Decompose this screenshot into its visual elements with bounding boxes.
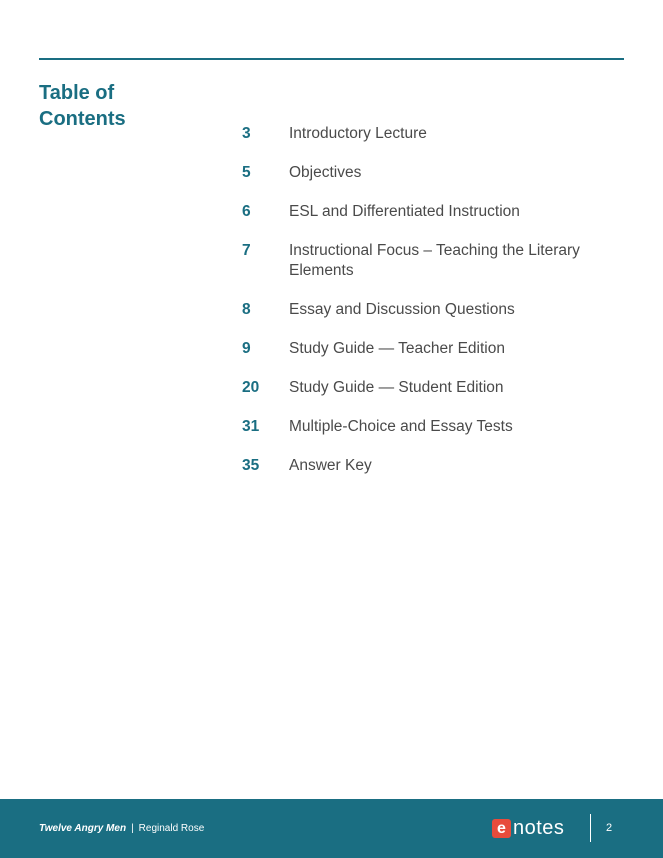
toc-entry[interactable]	[242, 339, 622, 359]
toc-entry-label: Study Guide — Teacher Edition	[289, 340, 505, 357]
toc-entry-label: Multiple-Choice and Essay Tests	[289, 418, 513, 435]
toc-entry-label: Instructional Focus – Teaching the Literary Elements	[289, 242, 580, 279]
toc-entry-label: Essay and Discussion Questions	[289, 301, 515, 318]
enotes-logo-icon: e	[492, 819, 511, 838]
toc-page-number: 7	[242, 242, 251, 259]
toc-entry[interactable]	[242, 417, 622, 437]
page-title	[39, 80, 199, 132]
page-title-line-2: Contents	[39, 108, 126, 130]
toc-page-number: 35	[242, 457, 260, 474]
toc-page-number: 9	[242, 340, 251, 357]
enotes-logo-text: notes	[513, 817, 565, 839]
footer-citation	[39, 822, 204, 836]
toc-page-number: 31	[242, 418, 260, 435]
toc-entry-label: Objectives	[289, 164, 362, 181]
toc-entry[interactable]	[242, 378, 622, 398]
toc-page-number: 5	[242, 164, 251, 181]
toc-entry[interactable]	[242, 163, 622, 183]
toc-entry-label: Introductory Lecture	[289, 125, 427, 142]
toc-entry-label: Answer Key	[289, 457, 372, 474]
page-title-line-1: Table of	[39, 82, 115, 104]
top-rule	[39, 58, 624, 60]
toc-list	[242, 124, 622, 495]
page-footer	[0, 799, 663, 858]
enotes-logo[interactable]	[492, 817, 564, 839]
toc-page-number: 3	[242, 125, 251, 142]
footer-book-title: Twelve Angry Men	[39, 823, 127, 834]
footer-page-number: 2	[606, 822, 613, 834]
footer-author: Reginald Rose	[138, 823, 205, 834]
footer-separator: |	[131, 823, 134, 834]
toc-page-number: 6	[242, 203, 251, 220]
toc-entry-label: Study Guide — Student Edition	[289, 379, 504, 396]
toc-page-number: 20	[242, 379, 260, 396]
toc-entry[interactable]	[242, 300, 622, 320]
toc-entry[interactable]	[242, 124, 622, 144]
toc-entry[interactable]	[242, 241, 622, 281]
footer-divider	[590, 814, 591, 842]
toc-entry[interactable]	[242, 202, 622, 222]
toc-page-number: 8	[242, 301, 251, 318]
toc-entry-label: ESL and Differentiated Instruction	[289, 203, 520, 220]
toc-entry[interactable]	[242, 456, 622, 476]
